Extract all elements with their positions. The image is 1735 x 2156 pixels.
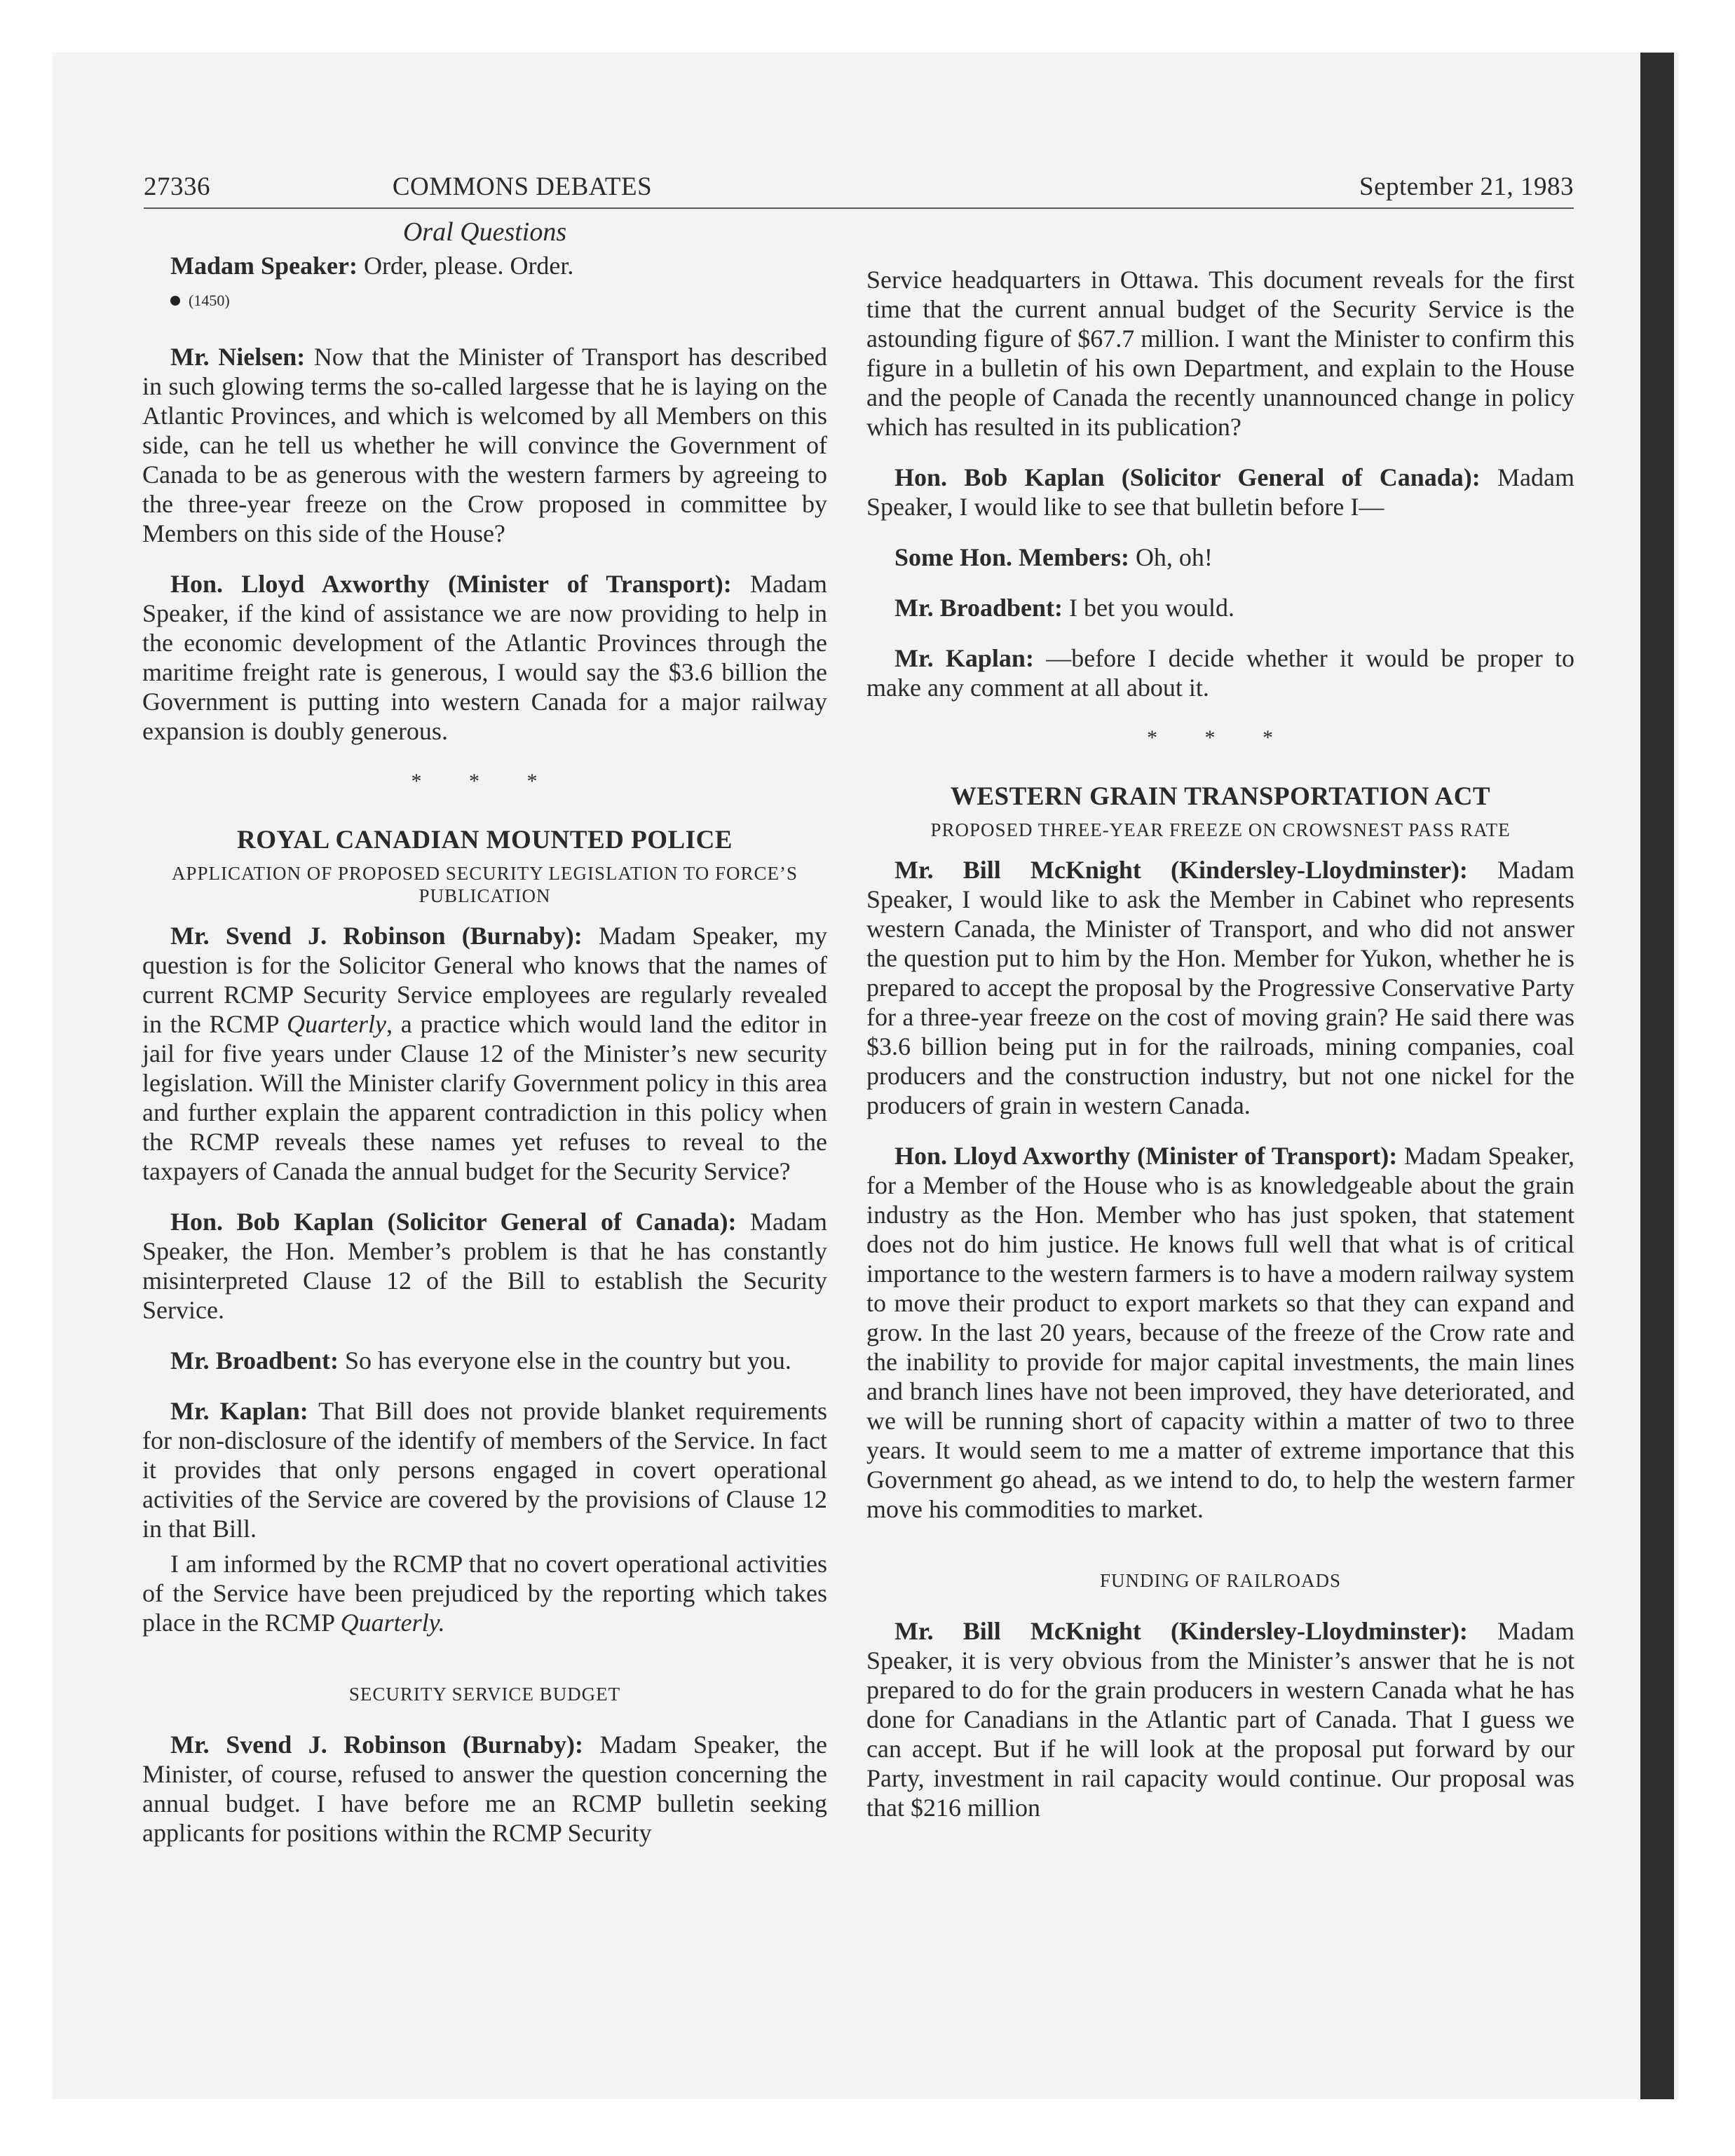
section-heading: ROYAL CANADIAN MOUNTED POLICE bbox=[237, 826, 733, 854]
speaker: Mr. Kaplan: bbox=[894, 644, 1034, 672]
paragraph bbox=[142, 1730, 827, 1848]
paragraph bbox=[866, 543, 1574, 572]
speech-italic: Quarterly bbox=[287, 1010, 387, 1038]
speaker: Some Hon. Members: bbox=[894, 543, 1129, 571]
speaker: Madam Speaker: bbox=[170, 252, 358, 280]
speech: Madam Speaker, if the kind of assistance we are now providing to help in the economic development of the Atlantic Provinces through the maritime freight rate is generous, I would say the $3.6 billion the Government is putting into western Canada for a major railway expansion is doubly generous. bbox=[142, 570, 827, 745]
speech-italic: Quarterly. bbox=[340, 1609, 445, 1637]
paragraph bbox=[866, 1141, 1574, 1524]
paragraph bbox=[866, 643, 1574, 702]
speaker: Hon. Lloyd Axworthy (Minister of Transport): bbox=[170, 570, 732, 598]
speech: Service headquarters in Ottawa. This document reveals for the first time that the current annual budget of the Security Service is the astounding figure of $67.7 million. I want the Minister to confirm this figure in a bulletin of his own Department, and explain to the House and the people of Canada the recently unannounced change in policy which has resulted in its publication? bbox=[866, 266, 1574, 441]
paragraph bbox=[142, 1549, 827, 1637]
time-marker bbox=[142, 286, 827, 315]
paragraph bbox=[142, 1396, 827, 1543]
speaker: Mr. Kaplan: bbox=[170, 1397, 308, 1425]
page-number: 27336 bbox=[144, 172, 210, 201]
section-heading: WESTERN GRAIN TRANSPORTATION ACT bbox=[950, 782, 1491, 811]
speaker: Mr. Svend J. Robinson (Burnaby): bbox=[170, 922, 583, 950]
left-column bbox=[142, 217, 827, 1869]
speaker: Hon. Lloyd Axworthy (Minister of Transport): bbox=[894, 1142, 1398, 1170]
section-divider: * * * bbox=[411, 770, 559, 793]
page-date: September 21, 1983 bbox=[1359, 172, 1574, 201]
section-subheading: APPLICATION OF PROPOSED SECURITY LEGISLATION TO FORCE’S PUBLICATION bbox=[171, 863, 798, 906]
paragraph bbox=[142, 251, 827, 280]
speech: Order, please. Order. bbox=[357, 252, 574, 280]
speaker: Mr. Bill McKnight (Kindersley-Lloydminster): bbox=[894, 1617, 1468, 1645]
speech: Madam Speaker, the Minister, of course, refused to answer the question concerning the annual budget. I have before me an RCMP bulletin seeking applicants for positions within the RCMP Security bbox=[142, 1731, 827, 1847]
paragraph bbox=[142, 1207, 827, 1325]
speech: So has everyone else in the country but you. bbox=[339, 1346, 791, 1374]
speech: Now that the Minister of Transport has described in such glowing terms the so-called largesse that he is laying on the Atlantic Provinces, and which is welcomed by all Members on this side, can he tell us whether he will convince the Government of Canada to be as generous with the western farmers by agreeing to the three-year freeze on the Crow proposed in committee by Members on this side of the House? bbox=[142, 343, 828, 547]
speech: I am informed by the RCMP that no covert operational activities of the Service have been prejudiced by the reporting which takes place in the RCMP bbox=[142, 1550, 827, 1637]
speaker: Mr. Broadbent: bbox=[170, 1346, 339, 1374]
paragraph bbox=[866, 855, 1574, 1120]
speech: Oh, oh! bbox=[1129, 543, 1213, 571]
bullet-icon bbox=[170, 296, 180, 306]
publication-title: COMMONS DEBATES bbox=[392, 172, 653, 201]
section-divider: * * * bbox=[1147, 726, 1294, 749]
paragraph bbox=[142, 921, 827, 1186]
speaker: Mr. Broadbent: bbox=[894, 594, 1063, 622]
speech: Madam Speaker, I would like to ask the Member in Cabinet who represents western Canada, the Minister of Transport, and who did not answer the question put to him by the Hon. Member for Yukon, whether he is prepared to accept the proposal by the Progressive Conservative Party for a three-year freeze on the cost of moving grain? He said there was $3.6 billion being put in for the railroads, mining companies, coal producers and the construction industry, but not one nickel for the producers of grain in western Canada. bbox=[866, 856, 1574, 1119]
paragraph bbox=[866, 265, 1574, 442]
speech: Madam Speaker, I would like to see that bulletin before I— bbox=[866, 463, 1574, 521]
speech: That Bill does not provide blanket requirements for non-disclosure of the identify of members of the Service. In fact it provides that only persons engaged in covert operational activities of the Service are covered by the provisions of Clause 12 in that Bill. bbox=[142, 1397, 827, 1543]
speaker: Hon. Bob Kaplan (Solicitor General of Canada): bbox=[170, 1208, 737, 1236]
speech: Madam Speaker, it is very obvious from the Minister’s answer that he is not prepared to do for the grain producers in western Canada what he has done for Canadians in the Atlantic part of Canada. That I guess we can accept. But if he will look at the proposal put forward by our Party, investment in rail capacity would continue. Our proposal was that $216 million bbox=[866, 1617, 1574, 1822]
rubric: Oral Questions bbox=[402, 217, 567, 247]
scan-edge bbox=[1640, 53, 1674, 2099]
speech: Madam Speaker, the Hon. Member’s problem is that he has constantly misinterpreted Clause 12 of the Bill to establish the Security Service. bbox=[142, 1208, 828, 1324]
speaker: Hon. Bob Kaplan (Solicitor General of Canada): bbox=[894, 463, 1481, 491]
speech: , a practice which would land the editor in jail for five years under Clause 12 of the Minister’s new security legislation. Will the Minister clarify Government policy in this area and further explain the apparent contradiction in this policy when the RCMP reveals these names yet refuses to reveal to the taxpayers of Canada the annual budget for the Security Service? bbox=[142, 1010, 828, 1185]
paragraph bbox=[142, 569, 827, 746]
speech: Madam Speaker, my question is for the Solicitor General who knows that the names of current RCMP Security Service employees are regularly revealed in the RCMP bbox=[142, 922, 827, 1038]
section-subheading: SECURITY SERVICE BUDGET bbox=[348, 1684, 621, 1705]
paragraph bbox=[142, 342, 827, 548]
paragraph bbox=[866, 593, 1574, 622]
speech: Madam Speaker, for a Member of the House who is as knowledgeable about the grain industry as the Hon. Member who has just spoken, that statement does not do him justice. He knows full well that what is of critical importance to the western farmers is to have a modern railway system to move their product to export markets so that they can expand and grow. In the last 20 years, because of the freeze of the Crow rate and the inability to provide for major capital investments, the main lines and branch lines have not been improved, they have deteriorated, and we will be running short of capacity within a matter of two to three years. It would seem to me a matter of extreme importance that this Government go ahead, as we intend to do, to help the western farmer move his commodities to market. bbox=[866, 1142, 1574, 1523]
right-column bbox=[866, 265, 1574, 1843]
section-subheading: PROPOSED THREE-YEAR FREEZE ON CROWSNEST PASS RATE bbox=[930, 819, 1511, 840]
speaker: Mr. Bill McKnight (Kindersley-Lloydminster): bbox=[894, 856, 1468, 884]
paragraph bbox=[866, 463, 1574, 521]
section-subheading: FUNDING OF RAILROADS bbox=[1099, 1570, 1342, 1591]
speech: —before I decide whether it would be proper to make any comment at all about it. bbox=[866, 644, 1575, 702]
speech: I bet you would. bbox=[1063, 594, 1234, 622]
header-rule bbox=[144, 207, 1574, 209]
time-label: (1450) bbox=[189, 292, 230, 309]
paragraph bbox=[142, 1346, 827, 1375]
paragraph bbox=[866, 1616, 1574, 1822]
speaker: Mr. Svend J. Robinson (Burnaby): bbox=[170, 1731, 583, 1759]
speaker: Mr. Nielsen: bbox=[170, 343, 306, 371]
